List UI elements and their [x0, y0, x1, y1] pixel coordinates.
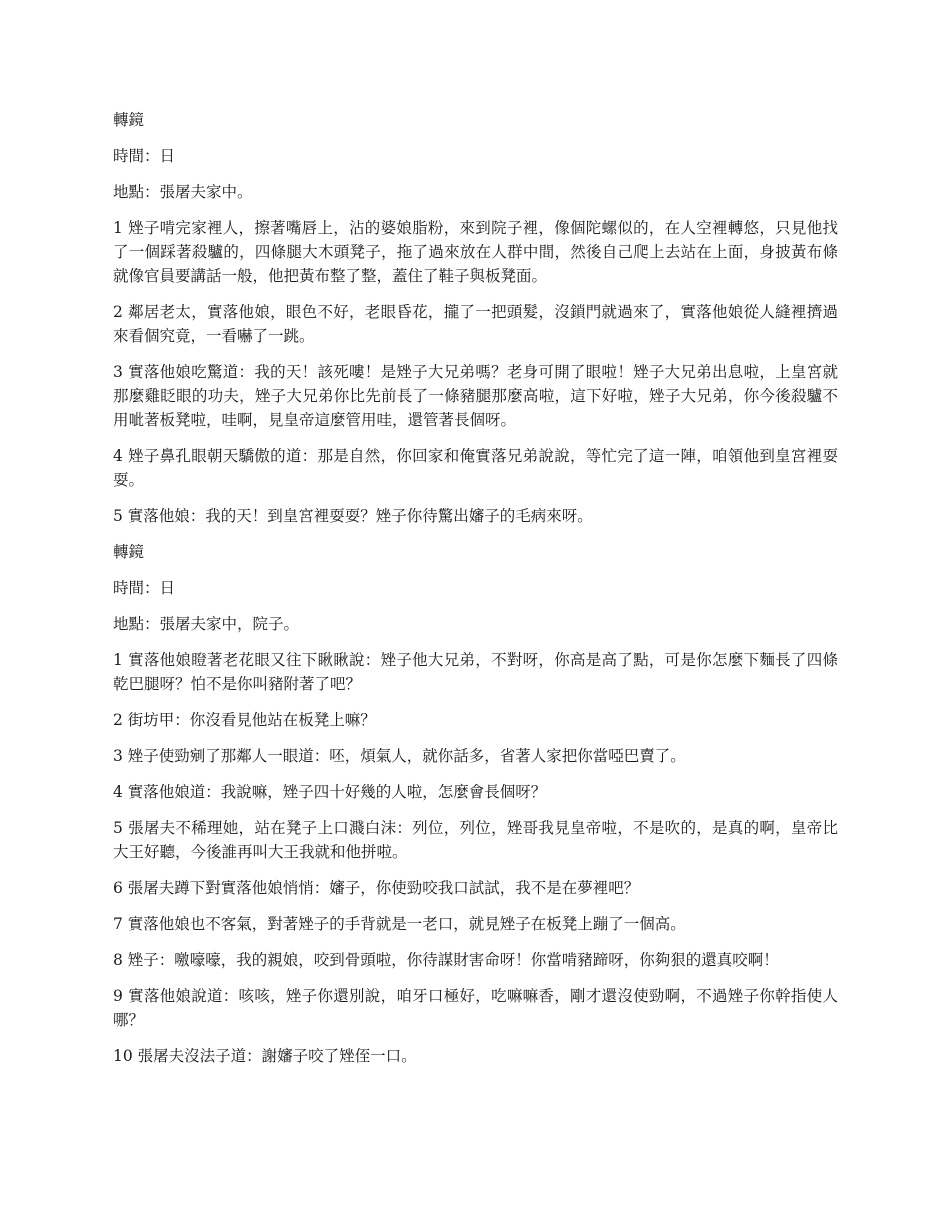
- script-document: [113, 108, 838, 1080]
- script-line: 8 矬子：噭嚎嚎，我的親娘，咬到骨頭啦，你待謀財害命呀！你當啃豬蹄呀，你夠狠的還真咬啊！: [113, 951, 779, 969]
- script-line: 1 矬子啃完家裡人，擦著嘴唇上，沾的婆娘脂粉，來到院子裡，像個陀螺似的，在人空裡轉悠，只見他找了一個踩著殺驢的，四條腿大木頭凳子，拖了過來放在人群中間，然後自己爬上去站在上面，身披黃布條就像官員要講話一般，他把黃布整了整，蓋住了鞋子與板凳面。: [113, 219, 838, 285]
- script-line: 4 矬子鼻孔眼朝天驕傲的道：那是自然，你回家和俺實落兄弟說說，等忙完了這一陣，咱領他到皇宮裡耍耍。: [113, 447, 838, 489]
- scene-time: 時間：日: [113, 147, 176, 165]
- script-line: 6 張屠夫蹲下對實落他娘悄悄：嬸子，你使勁咬我口試試，我不是在夢裡吧？: [113, 879, 640, 897]
- script-line: 7 實落他娘也不客氣，對著矬子的手背就是一老口，就見矬子在板凳上蹦了一個高。: [113, 915, 686, 933]
- script-line: 3 矬子使勁剜了那鄰人一眼道：呸，煩氣人，就你話多，省著人家把你當啞巴賣了。: [113, 747, 686, 765]
- scene-time: 時間：日: [113, 579, 176, 597]
- script-line: 9 實落他娘說道：咳咳，矬子你還別說，咱牙口極好，吃嘛嘛香，剛才還沒使勁啊，不過矬子你幹指使人哪？: [113, 987, 838, 1029]
- script-line: 2 街坊甲：你沒看見他站在板凳上嘛？: [113, 711, 376, 729]
- script-line: 2 鄰居老太，實落他娘，眼色不好，老眼昏花，攏了一把頭髮，沒鎖門就過來了，實落他娘從人縫裡擠過來看個究竟，一看嚇了一跳。: [113, 303, 838, 345]
- script-line: 1 實落他娘瞪著老花眼又往下瞅瞅說：矬子他大兄弟，不對呀，你高是高了點，可是你怎麼下麵長了四條乾巴腿呀？怕不是你叫豬附著了吧？: [113, 651, 838, 693]
- script-line: 4 實落他娘道：我說嘛，矬子四十好幾的人啦，怎麼會長個呀？: [113, 783, 547, 801]
- scene-location: 地點：張屠夫家中。: [113, 183, 253, 201]
- script-line: 10 張屠夫沒法子道：謝嬸子咬了矬侄一口。: [113, 1047, 417, 1065]
- script-line: 3 實落他娘吃驚道：我的天！該死嘍！是矬子大兄弟嗎？老身可開了眼啦！矬子大兄弟出息啦，上皇宮就那麼雞眨眼的功夫，矬子大兄弟你比先前長了一條豬腿那麼高啦，這下好啦，矬子大兄弟，你今後殺驢不用呲著板凳啦，哇啊，見皇帝這麼管用哇，還管著長個呀。: [113, 363, 838, 429]
- scene-location: 地點：張屠夫家中，院子。: [113, 615, 300, 633]
- script-line: 5 張屠夫不稀理她，站在凳子上口濺白沫：列位，列位，矬哥我見皇帝啦，不是吹的，是真的啊，皇帝比大王好聽，今後誰再叫大王我就和他拼啦。: [113, 819, 838, 861]
- script-line: 5 實落他娘：我的天！到皇宮裡耍耍？矬子你待驚出嬸子的毛病來呀。: [113, 507, 593, 525]
- scene-heading: 轉鏡: [113, 543, 145, 561]
- scene-heading: 轉鏡: [113, 111, 145, 129]
